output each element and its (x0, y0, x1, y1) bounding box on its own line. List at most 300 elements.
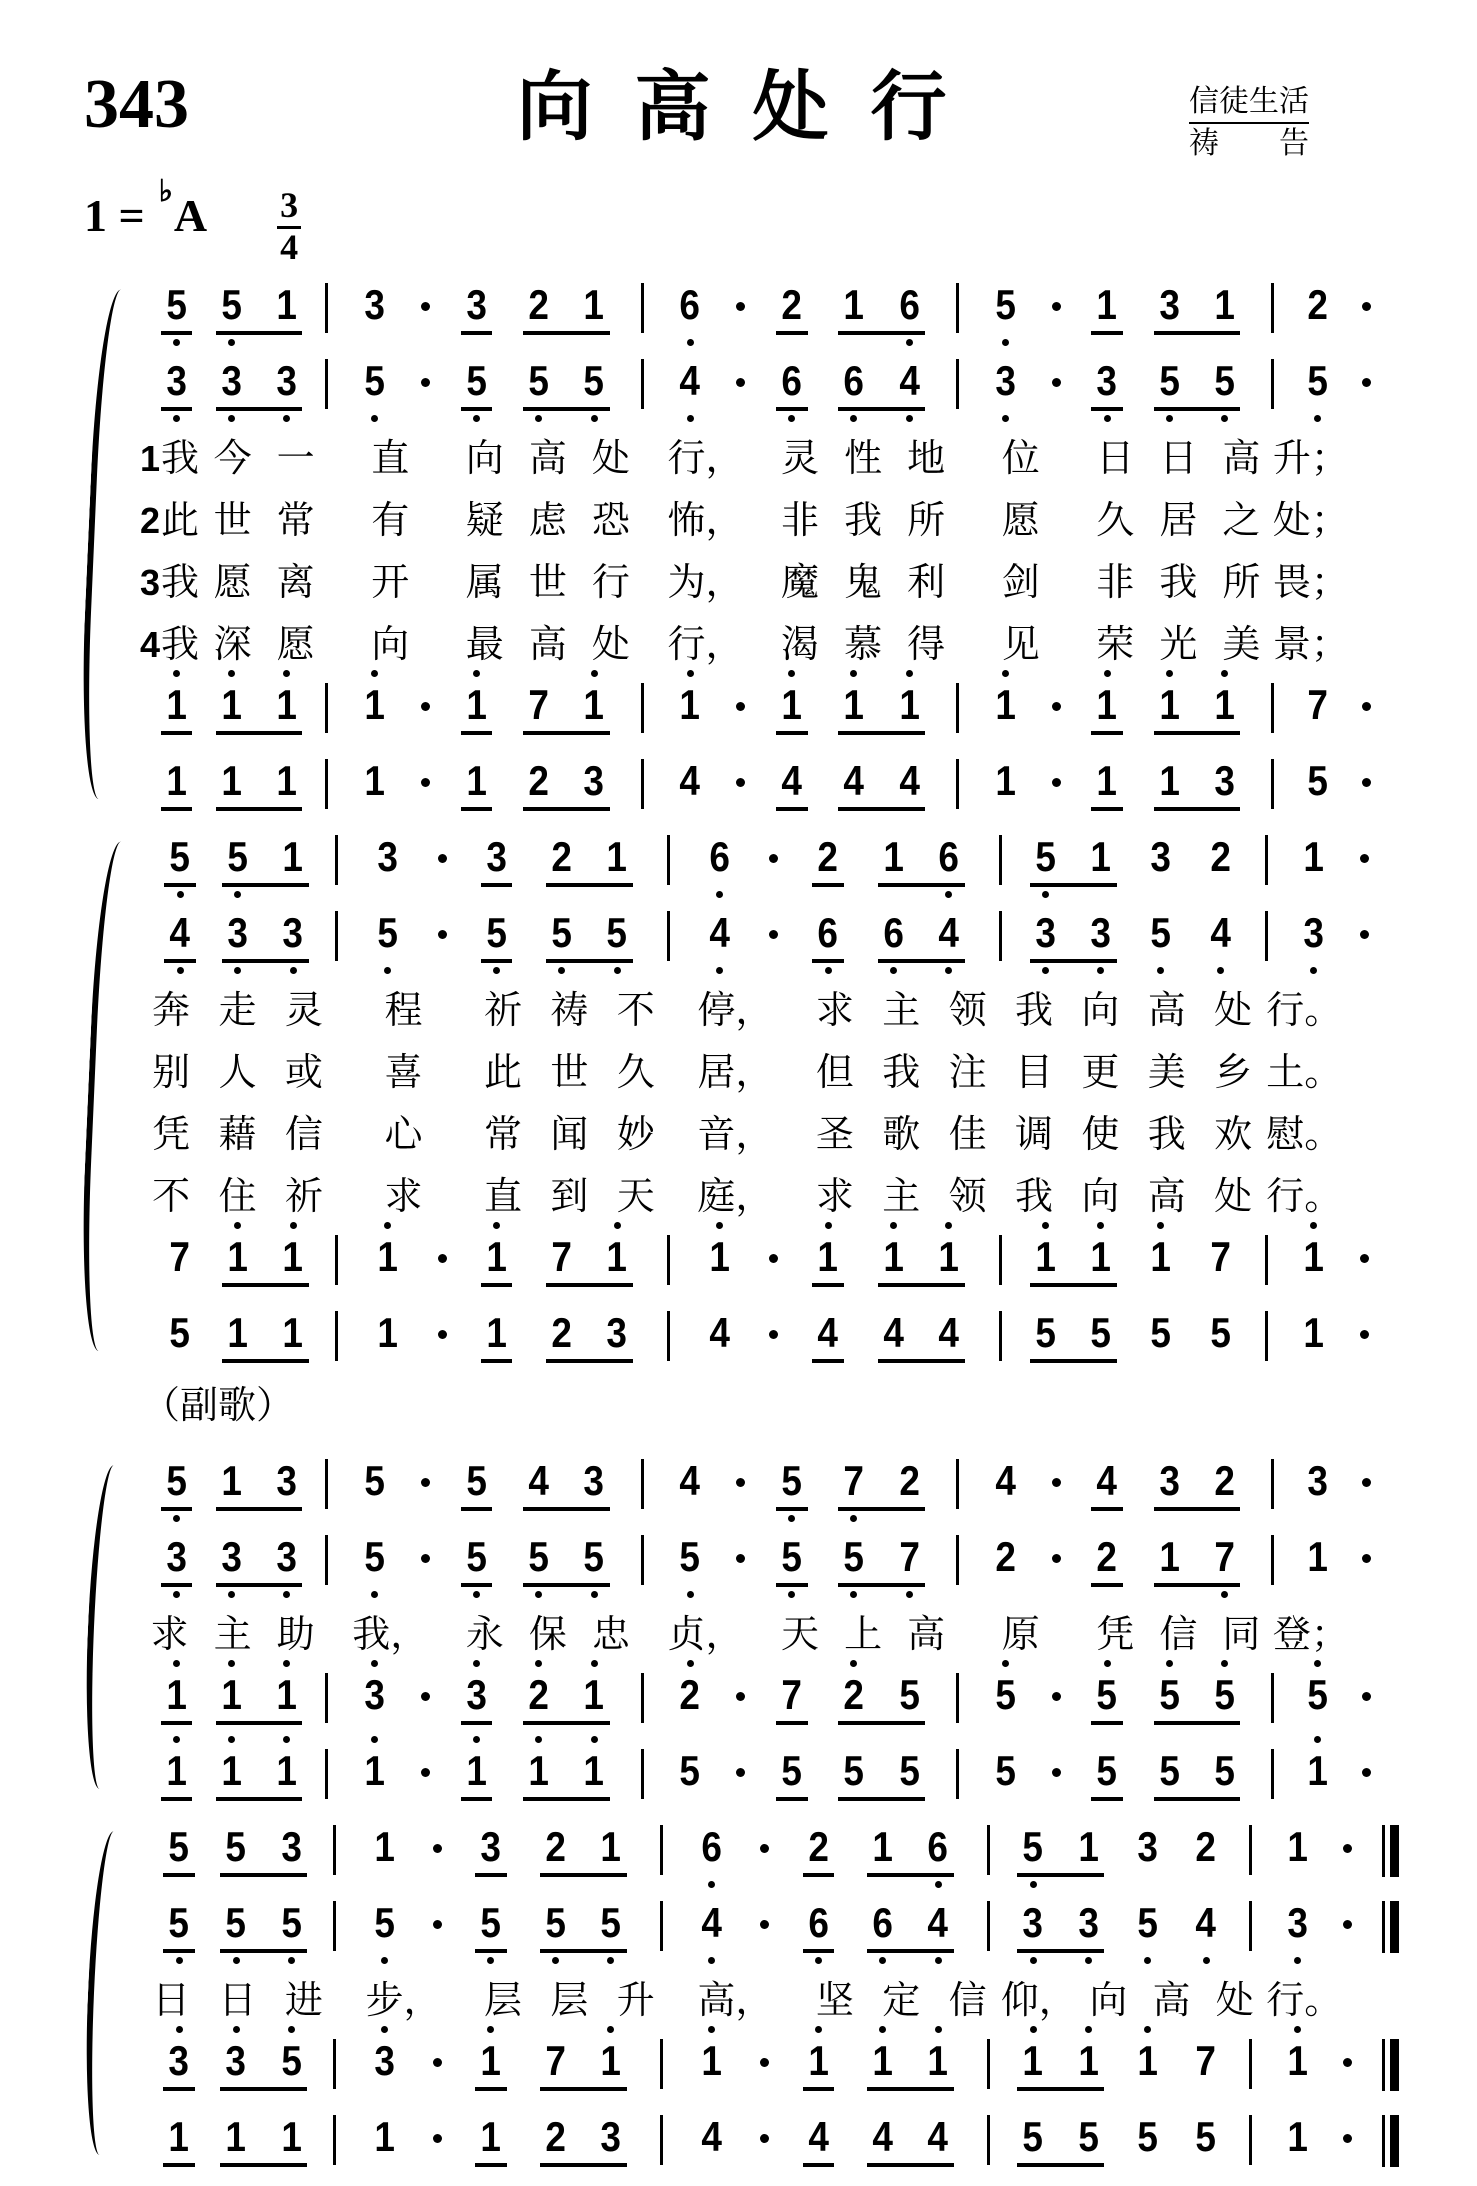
soprano-line (138, 1456, 1399, 1511)
measure (1268, 832, 1399, 881)
lyric-syllable: 领 (948, 1175, 987, 1218)
lyric-measure (958, 1611, 1273, 1659)
note: 5 (776, 1459, 807, 1511)
duration-dot (736, 1692, 745, 1701)
note: 1 (481, 1311, 512, 1363)
note: 3 (222, 911, 253, 957)
lyric-syllable: 圣 (815, 1113, 854, 1156)
octave-dot-above (283, 1660, 290, 1667)
measure (644, 356, 956, 411)
beam-group (546, 908, 633, 963)
lyric-measure (958, 497, 1273, 545)
chorus-label: （副歌） (142, 1384, 295, 1427)
lyric-syllable (1349, 497, 1399, 545)
duration-dot (421, 378, 430, 387)
note: 3 (369, 2039, 400, 2085)
octave-dot-above (371, 1736, 378, 1743)
lyric-syllable: 更 (1081, 1051, 1120, 1094)
lyric-syllable: 慕 (844, 623, 883, 666)
lyric-syllable: 日 (152, 1979, 191, 2022)
measure (1274, 1670, 1399, 1719)
lyric-measure (1273, 497, 1399, 545)
note: 1 (1303, 1308, 1324, 1356)
lyric-measure (642, 435, 957, 483)
lyric-measure (138, 435, 327, 483)
note: 2 (776, 283, 807, 335)
lyrics-verse-3 (138, 559, 1399, 607)
time-signature-denominator: 4 (280, 226, 299, 267)
note: 6 (867, 1901, 898, 1947)
measure (138, 1232, 335, 1287)
note: 3 (1017, 1901, 1048, 1947)
octave-dot-above (935, 2026, 942, 2033)
octave-dot-below (234, 967, 241, 974)
measure (1252, 2112, 1382, 2161)
note: 5 (1154, 1673, 1185, 1719)
note: 5 (216, 283, 247, 329)
octave-dot-above (290, 1222, 297, 1229)
lyric-syllable: 景； (1272, 623, 1349, 666)
note: 5 (595, 1901, 626, 1947)
lyric-syllable: 之 (1222, 499, 1261, 542)
note: 6 (776, 359, 807, 411)
lyric-syllable: 仰， (1000, 1979, 1077, 2022)
bass-line (138, 2112, 1399, 2167)
alto-line (138, 1532, 1399, 1587)
duration-dot (1343, 1920, 1352, 1929)
measure (644, 1456, 956, 1511)
octave-dot-above (1104, 670, 1111, 677)
octave-dot-above (233, 2026, 240, 2033)
measure (644, 1532, 956, 1587)
note: 1 (216, 1749, 247, 1795)
lyric-syllable: 信 (284, 1113, 323, 1156)
measure (1252, 1898, 1382, 1947)
note: 2 (528, 756, 550, 804)
lyric-syllable: 主 (882, 989, 921, 1032)
octave-dot-above (1221, 670, 1228, 677)
lyric-measure (642, 1611, 957, 1659)
note: 4 (927, 2112, 949, 2160)
note: 3 (583, 1456, 605, 1504)
measure (336, 2036, 660, 2091)
note: 5 (776, 1749, 807, 1801)
lyric-syllable: 位 (1001, 437, 1040, 480)
octave-dot-below (1166, 415, 1173, 422)
beam-group (216, 1746, 303, 1801)
note: 5 (1195, 2112, 1217, 2160)
measure (138, 2112, 333, 2167)
lyric-syllable: 常 (276, 499, 315, 542)
note: 1 (276, 756, 297, 804)
lyric-measure (669, 1977, 1001, 2025)
octave-dot-above (493, 1222, 500, 1229)
octave-dot-below (1217, 967, 1224, 974)
beam-group (878, 832, 965, 887)
lyric-syllable: 得 (907, 623, 946, 666)
lyric-syllable: 高 (907, 1613, 946, 1656)
note: 5 (523, 359, 554, 405)
measure (959, 756, 1271, 811)
subcategory-tag: 祷 告 (1189, 127, 1309, 160)
octave-dot-above (716, 1222, 723, 1229)
beam-group (1154, 1746, 1241, 1801)
measure (959, 356, 1271, 411)
system-brace (81, 1830, 123, 2155)
key-letter: A (173, 190, 208, 241)
lyric-measure (138, 559, 327, 607)
tenor-line (138, 2036, 1399, 2091)
note: 7 (1307, 680, 1329, 728)
octave-dot-above (371, 670, 378, 677)
octave-dot-below (1042, 891, 1049, 898)
lyric-syllable: 3我 (140, 561, 200, 604)
lyric-syllable: 求 (815, 989, 854, 1032)
duration-dot (421, 702, 430, 711)
note: 5 (1209, 359, 1240, 405)
beam-group (222, 908, 309, 963)
beam-group (1154, 1532, 1241, 1587)
octave-dot-above (1314, 1736, 1321, 1743)
note: 1 (1091, 283, 1122, 335)
lyric-measure (138, 1977, 337, 2025)
lyric-syllable: 别 (152, 1051, 191, 1094)
beam-group (523, 1532, 610, 1587)
duration-dot (438, 854, 447, 863)
note: 6 (922, 1825, 953, 1871)
key-signature (84, 175, 1407, 267)
duration-dot (421, 1478, 430, 1487)
note: 4 (528, 1456, 550, 1504)
note: 3 (461, 1673, 492, 1725)
lyric-measure (958, 435, 1273, 483)
beam-group (216, 1456, 303, 1511)
note: 7 (776, 1673, 807, 1725)
lyric-measure (1273, 621, 1399, 669)
note: 5 (1214, 1746, 1235, 1794)
lyric-syllable: 直 (371, 437, 410, 480)
lyric-syllable: 凭 (152, 1113, 191, 1156)
measure (1252, 2036, 1382, 2085)
final-barline (1382, 1825, 1399, 1877)
note: 4 (679, 1456, 701, 1504)
octave-dot-below (614, 967, 621, 974)
octave-dot-below (535, 415, 542, 422)
note: 4 (1091, 1459, 1122, 1511)
lyric-syllable: 领 (948, 989, 987, 1032)
beam-group (867, 2112, 954, 2167)
octave-dot-below (1097, 967, 1104, 974)
lyric-syllable: 愿 (1001, 499, 1040, 542)
octave-dot-above (614, 1222, 621, 1229)
octave-dot-above (1310, 1222, 1317, 1229)
soprano-line (138, 1822, 1399, 1877)
bass-line (138, 1308, 1399, 1363)
measure (644, 680, 956, 735)
note: 1 (1302, 1749, 1333, 1795)
beam-group (838, 356, 925, 411)
duration-dot (1360, 854, 1369, 863)
octave-dot-above (384, 1222, 391, 1229)
measure (138, 2036, 333, 2091)
beam-group (216, 356, 303, 411)
octave-dot-below (173, 1591, 180, 1598)
note: 7 (528, 680, 550, 728)
octave-dot-above (687, 1660, 694, 1667)
measure (990, 1898, 1249, 1953)
octave-dot-below (176, 1957, 183, 1964)
measure (1002, 908, 1265, 963)
alto-line (138, 908, 1399, 963)
note: 3 (220, 2039, 251, 2085)
beam-group (216, 280, 303, 335)
note: 4 (994, 1456, 1016, 1504)
octave-dot-above (687, 670, 694, 677)
note: 5 (369, 1901, 400, 1947)
beam-group (523, 680, 610, 735)
note: 3 (1298, 911, 1329, 957)
note: 2 (812, 835, 843, 887)
octave-dot-below (1221, 415, 1228, 422)
lyric-measure (1266, 1049, 1399, 1097)
octave-dot-below (177, 967, 184, 974)
octave-dot-above (535, 1736, 542, 1743)
beam-group (523, 1456, 610, 1511)
note: 1 (161, 1673, 192, 1725)
lyric-syllable: 行， (667, 623, 744, 666)
note: 5 (1307, 756, 1329, 804)
note: 3 (461, 283, 492, 335)
lyric-measure (669, 1049, 1001, 1097)
lyric-syllable: 利 (907, 561, 946, 604)
duration-dot (1360, 1254, 1369, 1263)
note: 5 (1091, 1673, 1122, 1725)
lyric-syllable: 祈 (484, 989, 523, 1032)
lyric-measure (642, 621, 957, 669)
measure (990, 2036, 1249, 2091)
measure (663, 2036, 987, 2091)
beam-group (1017, 1822, 1104, 1877)
lyric-syllable: 鬼 (844, 561, 883, 604)
beam-group (838, 1670, 925, 1725)
note: 5 (990, 283, 1021, 329)
measure (959, 1670, 1271, 1725)
measure (1268, 1308, 1399, 1357)
system-brace (77, 840, 127, 1351)
lyric-syllable: 走 (218, 989, 257, 1032)
measure (670, 1232, 999, 1287)
note: 4 (679, 756, 701, 804)
note: 5 (899, 1746, 920, 1794)
lyric-measure (1266, 987, 1399, 1035)
octave-dot-above (607, 2026, 614, 2033)
octave-dot-above (371, 1660, 378, 1667)
note: 1 (1132, 2039, 1163, 2085)
duration-dot (438, 1254, 447, 1263)
note: 3 (1158, 280, 1180, 328)
octave-dot-above (173, 1736, 180, 1743)
duration-dot (736, 302, 745, 311)
octave-dot-above (173, 670, 180, 677)
duration-dot (1362, 1554, 1371, 1563)
duration-dot (421, 1768, 430, 1777)
measure (1274, 280, 1399, 329)
lyric-syllable: 原 (1001, 1613, 1040, 1656)
header (84, 66, 1407, 163)
duration-dot (1343, 2058, 1352, 2067)
note: 1 (1287, 1822, 1309, 1870)
note: 3 (216, 1535, 247, 1581)
octave-dot-below (228, 1591, 235, 1598)
beam-group (838, 280, 925, 335)
soprano-line (138, 280, 1399, 335)
beam-group (838, 756, 925, 811)
lyric-syllable: 一 (276, 437, 315, 480)
note: 3 (271, 359, 302, 405)
measure (336, 1822, 660, 1877)
duration-dot (769, 930, 778, 939)
octave-dot-below (473, 1591, 480, 1598)
note: 1 (359, 1749, 390, 1795)
note: 5 (1090, 1308, 1112, 1356)
lyric-syllable: 疑 (465, 499, 504, 542)
note: 5 (843, 1746, 865, 1794)
lyric-measure (1266, 1173, 1399, 1221)
measure (1274, 756, 1399, 805)
octave-dot-below (591, 415, 598, 422)
lyric-syllable: 最 (465, 623, 504, 666)
measure (328, 1746, 640, 1801)
final-barline (1382, 2115, 1399, 2167)
note: 5 (220, 1901, 251, 1947)
note: 1 (1287, 2112, 1309, 2160)
note: 2 (545, 1822, 566, 1870)
note: 1 (696, 2039, 727, 2085)
lyric-measure (642, 559, 957, 607)
duration-dot (760, 2058, 769, 2067)
octave-dot-below (1002, 415, 1009, 422)
lyric-syllable: 怖， (667, 499, 744, 542)
beam-group (1017, 2036, 1104, 2091)
octave-dot-below (607, 1957, 614, 1964)
verse-number: 4 (140, 623, 161, 665)
lyric-syllable: 所 (907, 499, 946, 542)
measure (959, 680, 1271, 735)
note: 5 (364, 1456, 386, 1504)
beam-group (838, 1456, 925, 1511)
lyric-syllable: 居 (1159, 499, 1198, 542)
lyrics-verse-3 (138, 1111, 1399, 1159)
lyric-syllable: 慰。 (1266, 1113, 1343, 1156)
lyric-measure (958, 559, 1273, 607)
octave-dot-below (906, 339, 913, 346)
lyric-syllable: 处 (1214, 989, 1253, 1032)
note: 4 (883, 1308, 904, 1356)
lyric-syllable: 渴 (781, 623, 820, 666)
note: 4 (894, 359, 925, 405)
note: 6 (674, 283, 705, 329)
note: 1 (1017, 2039, 1048, 2085)
measure (328, 756, 640, 811)
note: 5 (578, 1535, 609, 1581)
lyric-measure (337, 1111, 669, 1159)
duration-dot (736, 378, 745, 387)
measure (959, 1746, 1271, 1801)
lyric-syllable: 久 (616, 1051, 655, 1094)
note: 1 (1091, 683, 1122, 735)
measure (138, 832, 335, 887)
lyric-syllable: 美 (1147, 1051, 1186, 1094)
beam-group (222, 1308, 309, 1363)
beam-group (216, 1670, 303, 1725)
note: 7 (838, 1459, 869, 1505)
lyric-measure (337, 1173, 669, 1221)
time-signature-numerator: 3 (277, 187, 301, 229)
measure (1268, 1232, 1399, 1281)
note: 1 (600, 1822, 622, 1870)
measure (959, 280, 1271, 335)
octave-dot-above (228, 1736, 235, 1743)
lyric-syllable: 1我 (140, 437, 200, 480)
note: 5 (994, 1746, 1016, 1794)
lyric-syllable: 灵 (781, 437, 820, 480)
alto-line (138, 356, 1399, 411)
duration-dot (1052, 702, 1061, 711)
lyric-syllable: 畏； (1272, 561, 1349, 604)
lyric-measure (138, 1049, 337, 1097)
octave-dot-above (591, 1660, 598, 1667)
note: 1 (461, 1749, 492, 1801)
note: 5 (1132, 1901, 1163, 1947)
octave-dot-above (1314, 1660, 1321, 1667)
measure (644, 1670, 956, 1725)
category-block (1189, 82, 1407, 163)
measure (1002, 1232, 1265, 1287)
lyric-measure (327, 1611, 642, 1659)
note: 1 (271, 1749, 302, 1795)
lyric-syllable: 开 (371, 561, 410, 604)
lyric-syllable: 凭 (1096, 1613, 1135, 1656)
note: 1 (271, 1673, 302, 1719)
verse-number: 1 (140, 437, 161, 479)
note: 2 (528, 280, 550, 328)
note: 1 (1078, 1822, 1099, 1870)
octave-dot-above (228, 1660, 235, 1667)
note: 4 (164, 911, 195, 963)
lyric-syllable: 光 (1159, 623, 1198, 666)
octave-dot-above (473, 1660, 480, 1667)
beam-group (220, 2112, 307, 2167)
beam-group (523, 1670, 610, 1725)
duration-dot (1362, 1768, 1371, 1777)
duration-dot (421, 302, 430, 311)
lyric-syllable: 虑 (528, 499, 567, 542)
note: 3 (1137, 1822, 1158, 1870)
lyric-syllable: 行 (591, 561, 630, 604)
note: 1 (1307, 1532, 1329, 1580)
note: 1 (1145, 1235, 1176, 1281)
note: 1 (163, 2115, 194, 2167)
note: 1 (227, 1308, 249, 1356)
note: 1 (990, 683, 1021, 729)
octave-dot-below (558, 967, 565, 974)
octave-dot-above (1085, 2026, 1092, 2033)
note: 1 (216, 683, 247, 729)
lyric-measure (327, 621, 642, 669)
lyric-syllable (1349, 621, 1399, 669)
lyric-syllable: 升； (1272, 437, 1349, 480)
lyric-syllable: 我 (1014, 989, 1053, 1032)
